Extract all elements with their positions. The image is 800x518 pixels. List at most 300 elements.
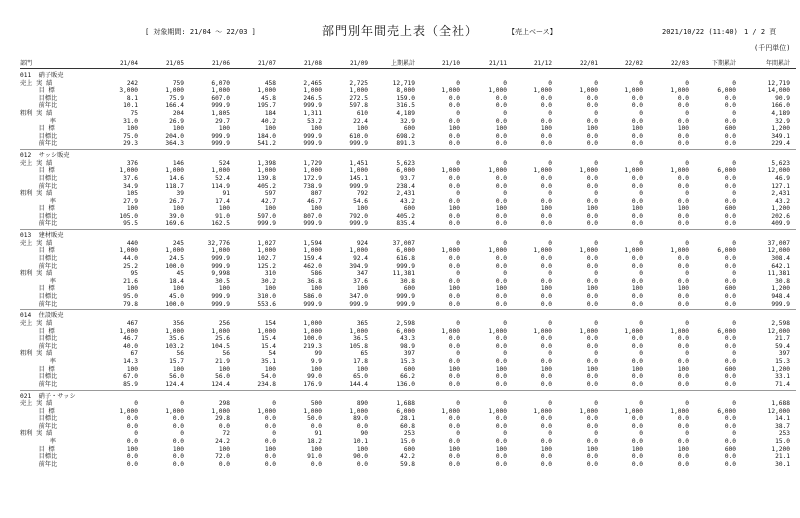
metric-value: 100 [218,445,230,453]
metric-value: 0.0 [448,212,460,220]
metric-value: 29.8 [215,415,230,423]
metric-value: 100 [172,285,184,293]
department-header-row [0,232,800,240]
metric-value: 0.0 [540,438,552,446]
metric-value: 0.0 [540,293,552,300]
metric-value: 0.0 [677,262,689,270]
metric-value: 999.9 [349,220,368,228]
metric-value: 114.9 [211,182,230,190]
metric-value: 347 [356,270,368,278]
metric-value: 0.0 [448,380,460,388]
metric-value: 2,725 [349,79,368,87]
metric-value: 159.4 [303,255,322,263]
metric-value: 2,431 [771,190,790,198]
metric-value: 0.0 [172,422,184,430]
metric-value: 176.9 [303,380,322,388]
metric-value: 1,000 [670,167,689,175]
metric-value: 0 [548,350,552,358]
metric-row [0,461,800,469]
metric-value: 0.0 [677,415,689,423]
metric-value: 0.0 [540,357,552,365]
metric-value: 0.0 [724,132,736,140]
metric-value: 0.0 [724,357,736,365]
metric-value: 100 [218,285,230,293]
metric-value: 105.0 [119,212,138,220]
metric-value: 1,000 [579,87,598,95]
metric-value: 1,000 [441,87,460,95]
metric-value: 1,000 [349,87,368,95]
section-divider [20,390,796,391]
metric-value: 0.0 [540,335,552,343]
metric-value: 0.0 [631,102,643,110]
metric-value: 0 [685,350,689,358]
metric-value: 1,000 [119,247,138,255]
metric-value: 405.2 [396,212,415,220]
metric-value: 600 [403,205,415,213]
metric-value: 0.0 [540,460,552,468]
metric-value: 999.9 [396,300,415,308]
metric-value: 219.3 [303,342,322,350]
metric-value: 600 [724,285,736,293]
metric-value: 1,000 [488,327,507,335]
metric-row [0,423,800,431]
metric-value: 0 [594,79,598,87]
metric-value: 75.9 [169,94,184,102]
metric-value: 600 [403,285,415,293]
metric-value: 0.0 [448,132,460,140]
metric-label: 前年比 [20,220,58,228]
metric-value: 18.2 [307,438,322,446]
metric-value: 95.5 [123,220,138,228]
metric-value: 89.0 [353,415,368,423]
metric-value: 0.0 [448,220,460,228]
metric-value: 0.0 [310,422,322,430]
metric-row [0,247,800,255]
metric-value: 999.9 [349,140,368,148]
metric-value: 0.0 [172,460,184,468]
metric-value: 1,000 [349,167,368,175]
metric-value: 56 [176,350,184,358]
metric-value: 0.0 [495,182,507,190]
metric-value: 32,776 [207,239,230,247]
metric-value: 0 [685,239,689,247]
metric-row [0,328,800,336]
metric-value: 100 [495,285,507,293]
metric-value: 159.0 [396,94,415,102]
metric-value: 0.0 [631,255,643,263]
metric-value: 100 [495,205,507,213]
metric-value: 95.0 [123,293,138,300]
metric-value: 8.1 [126,94,138,102]
metric-row [0,415,800,423]
metric-row [0,293,800,301]
metric-value: 0 [639,319,643,327]
metric-value: 72 [222,430,230,438]
metric-label: 売上 実 績 [20,159,53,167]
metric-value: 524 [218,159,230,167]
metric-value: 0.0 [724,293,736,300]
metric-value: 0.0 [218,422,230,430]
metric-value: 0 [732,159,736,167]
metric-value: 56.0 [215,373,230,381]
metric-value: 100 [586,125,598,133]
metric-value: 100 [264,125,276,133]
metric-value: 146 [172,159,184,167]
column-header: 年間累計 [765,60,790,67]
metric-row [0,80,800,88]
department-name: 013 建材販売 [20,232,64,240]
metric-value: 45.0 [169,293,184,300]
metric-value: 0.0 [356,422,368,430]
metric-label: 目標比 [20,373,58,381]
metric-value: 0.0 [631,293,643,300]
metric-value: 100 [264,205,276,213]
metric-value: 1,000 [579,167,598,175]
metric-label: 目標比 [20,335,58,343]
metric-value: 0.0 [495,174,507,182]
metric-value: 0 [503,159,507,167]
metric-value: 90 [360,430,368,438]
metric-value: 21.6 [123,277,138,285]
metric-value: 100 [310,205,322,213]
metric-value: 349.1 [771,132,790,140]
metric-value: 1,000 [257,167,276,175]
metric-value: 6,000 [717,167,736,175]
metric-value: 14,000 [767,87,790,95]
metric-value: 948.4 [771,293,790,300]
metric-value: 0.0 [631,460,643,468]
metric-value: 11,381 [392,270,415,278]
metric-value: 0 [639,159,643,167]
metric-value: 0.0 [448,373,460,381]
metric-value: 616.8 [396,255,415,263]
metric-value: 100 [631,205,643,213]
metric-value: 792 [356,190,368,198]
metric-row [0,160,800,168]
metric-value: 0.0 [495,335,507,343]
metric-row [0,438,800,446]
metric-value: 0.0 [495,293,507,300]
metric-value: 184 [264,109,276,117]
metric-value: 0.0 [126,438,138,446]
metric-row [0,270,800,278]
department-name: 014 住設販売 [20,312,64,320]
metric-value: 409.9 [771,220,790,228]
metric-value: 1,000 [670,87,689,95]
metric-value: 91.0 [215,212,230,220]
metric-value: 1,000 [165,167,184,175]
metric-value: 52.4 [215,174,230,182]
metric-value: 1,200 [771,205,790,213]
metric-value: 0.0 [677,335,689,343]
metric-value: 0 [548,270,552,278]
metric-value: 1,000 [303,87,322,95]
metric-value: 0.0 [586,422,598,430]
metric-value: 0.0 [126,415,138,423]
metric-value: 0.0 [495,373,507,381]
metric-row [0,118,800,126]
metric-value: 0.0 [631,422,643,430]
metric-value: 9.9 [310,357,322,365]
metric-value: 347.0 [349,293,368,300]
metric-value: 0.0 [586,342,598,350]
metric-value: 500 [310,400,322,408]
metric-value: 999.9 [211,300,230,308]
metric-value: 600 [724,445,736,453]
metric-row [0,263,800,271]
metric-value: 999.9 [303,140,322,148]
metric-value: 100 [126,125,138,133]
metric-label: 率 [20,197,56,205]
metric-value: 0 [548,239,552,247]
metric-value: 100.0 [165,300,184,308]
metric-value: 1,027 [257,239,276,247]
metric-row [0,125,800,133]
metric-value: 234.8 [257,380,276,388]
metric-value: 91 [222,190,230,198]
metric-value: 0.0 [677,453,689,461]
metric-label: 目 標 [20,407,55,415]
metric-value: 6,000 [396,167,415,175]
metric-value: 0 [732,190,736,198]
metric-value: 1,200 [771,285,790,293]
metric-value: 0 [685,270,689,278]
metric-value: 5,623 [396,159,415,167]
metric-value: 586 [310,270,322,278]
metric-label: 目標比 [20,255,58,263]
metric-value: 0.0 [631,140,643,148]
column-header: 21/04 [119,60,138,67]
metric-value: 6,000 [396,247,415,255]
metric-value: 125.2 [257,262,276,270]
metric-value: 172.9 [303,174,322,182]
metric-value: 21.7 [775,335,790,343]
metric-row [0,87,800,95]
metric-value: 0 [456,190,460,198]
metric-value: 0 [732,319,736,327]
metric-label: 前年比 [20,262,58,270]
metric-label: 売上 実 績 [20,319,53,327]
metric-row [0,110,800,118]
metric-value: 0 [180,400,184,408]
metric-row [0,95,800,103]
metric-value: 1,000 [533,327,552,335]
metric-value: 597.8 [349,102,368,110]
metric-value: 600 [403,365,415,373]
metric-row [0,190,800,198]
metric-value: 0 [685,109,689,117]
metric-value: 0.0 [540,212,552,220]
metric-value: 11,381 [767,270,790,278]
metric-value: 0.0 [724,255,736,263]
metric-value: 0.0 [495,415,507,423]
metric-value: 1,000 [165,247,184,255]
metric-value: 0.0 [631,335,643,343]
metric-value: 6,000 [396,407,415,415]
column-header-row [0,59,800,68]
metric-value: 24.2 [215,438,230,446]
metric-value: 0 [685,159,689,167]
metric-value: 0.0 [448,460,460,468]
metric-value: 100 [677,285,689,293]
metric-value: 0.0 [724,212,736,220]
metric-value: 0.0 [586,277,598,285]
metric-row [0,373,800,381]
metric-value: 26.9 [169,117,184,125]
metric-value: 0.0 [448,293,460,300]
metric-value: 12,719 [767,79,790,87]
metric-value: 1,000 [119,407,138,415]
metric-value: 67 [130,350,138,358]
metric-value: 0.0 [540,117,552,125]
metric-row [0,133,800,141]
metric-value: 65 [360,350,368,358]
metric-value: 242 [126,79,138,87]
metric-value: 39 [176,190,184,198]
metric-value: 103.2 [165,342,184,350]
metric-value: 0.0 [540,380,552,388]
metric-value: 99.0 [307,373,322,381]
metric-value: 1,000 [624,327,643,335]
metric-value: 0.0 [724,380,736,388]
metric-label: 目 標 [20,167,55,175]
column-header: 21/08 [303,60,322,67]
printed-datetime: 2021/10/22 (11:40) [662,28,738,36]
metric-value: 0.0 [495,220,507,228]
metric-value: 356 [172,319,184,327]
metric-value: 0.0 [586,197,598,205]
metric-value: 100 [310,365,322,373]
metric-value: 1,000 [349,327,368,335]
metric-value: 0 [639,430,643,438]
column-header: 21/09 [349,60,368,67]
metric-value: 1,805 [211,109,230,117]
metric-value: 1,000 [441,407,460,415]
metric-label: 前年比 [20,342,58,350]
metric-value: 24.5 [169,255,184,263]
metric-value: 999.9 [303,300,322,308]
metric-value: 1,000 [211,407,230,415]
metric-value: 50.0 [307,415,322,423]
metric-value: 36.5 [353,335,368,343]
metric-value: 600 [403,445,415,453]
metric-value: 12,000 [767,407,790,415]
metric-value: 100 [218,365,230,373]
metric-value: 136.0 [396,380,415,388]
metric-value: 100 [448,205,460,213]
metric-value: 166.4 [165,102,184,110]
metric-value: 1,451 [349,159,368,167]
metric-value: 0.0 [448,117,460,125]
metric-label: 率 [20,277,56,285]
column-header: 上期累計 [390,60,415,67]
metric-value: 0 [732,270,736,278]
metric-label: 粗利 実 績 [20,190,53,198]
metric-value: 0.0 [724,415,736,423]
metric-value: 0.0 [677,438,689,446]
section-divider [20,229,796,230]
metric-value: 600 [403,125,415,133]
metric-value: 6,000 [717,327,736,335]
metric-value: 0 [548,430,552,438]
department-section [0,152,800,228]
metric-value: 738.9 [303,182,322,190]
metric-row [0,446,800,454]
metric-value: 0 [732,109,736,117]
metric-value: 698.2 [396,132,415,140]
metric-value: 0 [639,400,643,408]
metric-value: 1,000 [303,167,322,175]
metric-value: 0.0 [586,300,598,308]
metric-value: 25.6 [215,335,230,343]
metric-value: 1,000 [441,327,460,335]
department-header-row [0,312,800,320]
metric-value: 37,007 [767,239,790,247]
metric-value: 0 [548,109,552,117]
metric-value: 0.0 [586,174,598,182]
metric-value: 100 [126,285,138,293]
metric-value: 0.0 [218,460,230,468]
metric-value: 0 [548,319,552,327]
metric-value: 71.4 [775,380,790,388]
metric-value: 0 [639,109,643,117]
metric-value: 0.0 [495,140,507,148]
metric-value: 0 [134,430,138,438]
metric-value: 600 [724,365,736,373]
metric-value: 15.4 [261,342,276,350]
metric-value: 43.2 [775,197,790,205]
unit-note: (千円単位) [754,44,791,52]
metric-value: 0.0 [540,174,552,182]
metric-value: 0.0 [495,422,507,430]
metric-value: 0.0 [631,453,643,461]
metric-value: 21.9 [215,357,230,365]
metric-value: 0 [548,400,552,408]
metric-value: 0.0 [495,117,507,125]
metric-value: 100 [310,445,322,453]
metric-value: 2,598 [396,319,415,327]
metric-value: 0.0 [495,255,507,263]
metric-value: 0.0 [495,102,507,110]
metric-value: 999.9 [211,102,230,110]
metric-value: 17.8 [353,357,368,365]
metric-value: 0 [594,430,598,438]
metric-value: 54.6 [353,197,368,205]
metric-label: 粗利 実 績 [20,430,53,438]
metric-value: 2,598 [771,319,790,327]
metric-value: 0 [503,350,507,358]
metric-value: 8,000 [396,87,415,95]
metric-value: 0.0 [172,453,184,461]
metric-value: 891.3 [396,140,415,148]
metric-value: 0.0 [540,422,552,430]
metric-value: 1,000 [257,87,276,95]
metric-value: 245 [172,239,184,247]
metric-row [0,453,800,461]
metric-value: 1,200 [771,365,790,373]
metric-value: 100 [540,205,552,213]
metric-row [0,140,800,148]
metric-value: 95 [130,270,138,278]
metric-value: 0.0 [586,262,598,270]
metric-value: 1,000 [165,327,184,335]
metric-value: 127.1 [771,182,790,190]
metric-value: 0.0 [724,102,736,110]
metric-value: 0.0 [540,262,552,270]
metric-value: 0.0 [448,453,460,461]
metric-value: 0.0 [724,140,736,148]
page-number: 1 / 2 頁 [744,28,777,36]
